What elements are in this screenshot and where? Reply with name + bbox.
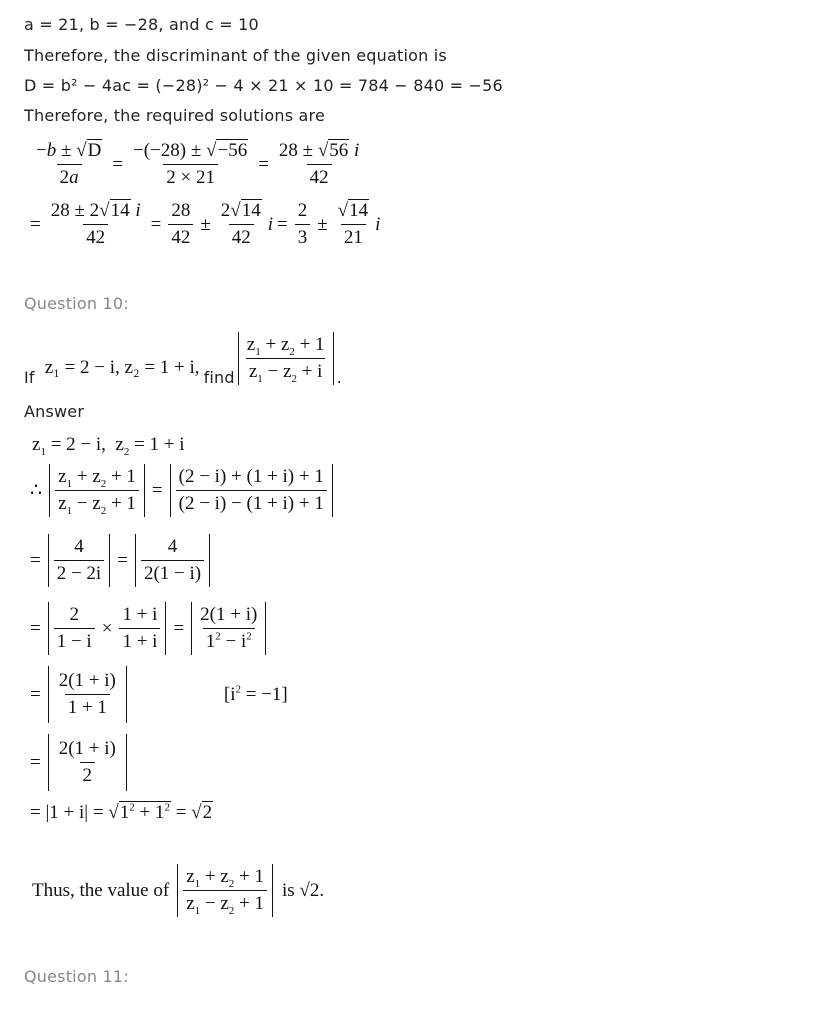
given-values: z₁ = 2 − i, z₂ = 1 + i, (44, 356, 200, 378)
answer-step-5: = $\frac{2(1 + i)}{2}$ (30, 734, 130, 791)
answer-given: $z_1 = 2 - i$, $z_2 = 1 + i$ (32, 434, 185, 458)
if-label: If (24, 368, 35, 387)
conclusion-suffix: is √2. (282, 879, 325, 901)
expression-abs: $\frac{z_1 + z_2 + 1}{z_1 - z_2 + i}$ (238, 332, 334, 385)
solution-formula-line-1: $\frac{-b \pm √D}{2a}$ = $\frac{-(-28) \pm √-56}{2 \times 21}$ = $\frac{28 \pm √56 i}{42}$ (36, 140, 360, 188)
answer-step-6: = $|1 + i| = √1^2 + 1^2 = √2$ (30, 801, 213, 823)
question-10-heading: Question 10: (24, 294, 129, 313)
period: . (336, 368, 342, 387)
answer-label: Answer (24, 402, 85, 421)
conclusion-prefix: Thus, the value of (32, 879, 170, 901)
answer-step-3: = $\frac{2}{1 - i}$ × $\frac{1 + i}{1 + i}$ = $\frac{2(1 + i)}{1^2 - i^2}$ (30, 602, 269, 655)
answer-step-1: ∴ $\frac{z_1 + z_2 + 1}{z_1 - z_2 + 1}$ = $\frac{(2 - i) + (1 + i) + 1}{(2 - i) - (1 + i) + 1}$ (30, 464, 336, 517)
solutions-intro: Therefore, the required solutions are (24, 106, 326, 125)
discriminant-equation: D = b² − 4ac = (−28)² − 4 × 21 × 10 = 784 − 840 = −56 (24, 76, 503, 95)
question-11-heading: Question 11: (24, 967, 129, 986)
answer-step-4: = $\frac{2(1 + i)}{1 + 1}$ $[i^2 = -1]$ (30, 666, 288, 723)
coefficients-line: a = 21, b = −28, and c = 10 (24, 15, 259, 34)
question-10-statement (24, 330, 342, 387)
find-label: find (203, 368, 235, 387)
answer-step-2: = $\frac{4}{2 - 2i}$ = $\frac{4}{2(1 - i)}$ (30, 534, 213, 587)
solution-formula-line-2: = $\frac{28 \pm 2√14 i}{42}$ = $\frac{28}{42}$ ± $\frac{2√14}{42}$ i = $\frac{2}{3}$ ± $\frac{√14}{21}$ i (30, 200, 381, 248)
conclusion: Thus, the value of $\frac{z_1 + z_2 + 1}{z_1 - z_2 + 1}$ is √2. (32, 866, 325, 917)
discriminant-intro: Therefore, the discriminant of the given equation is (24, 46, 447, 65)
